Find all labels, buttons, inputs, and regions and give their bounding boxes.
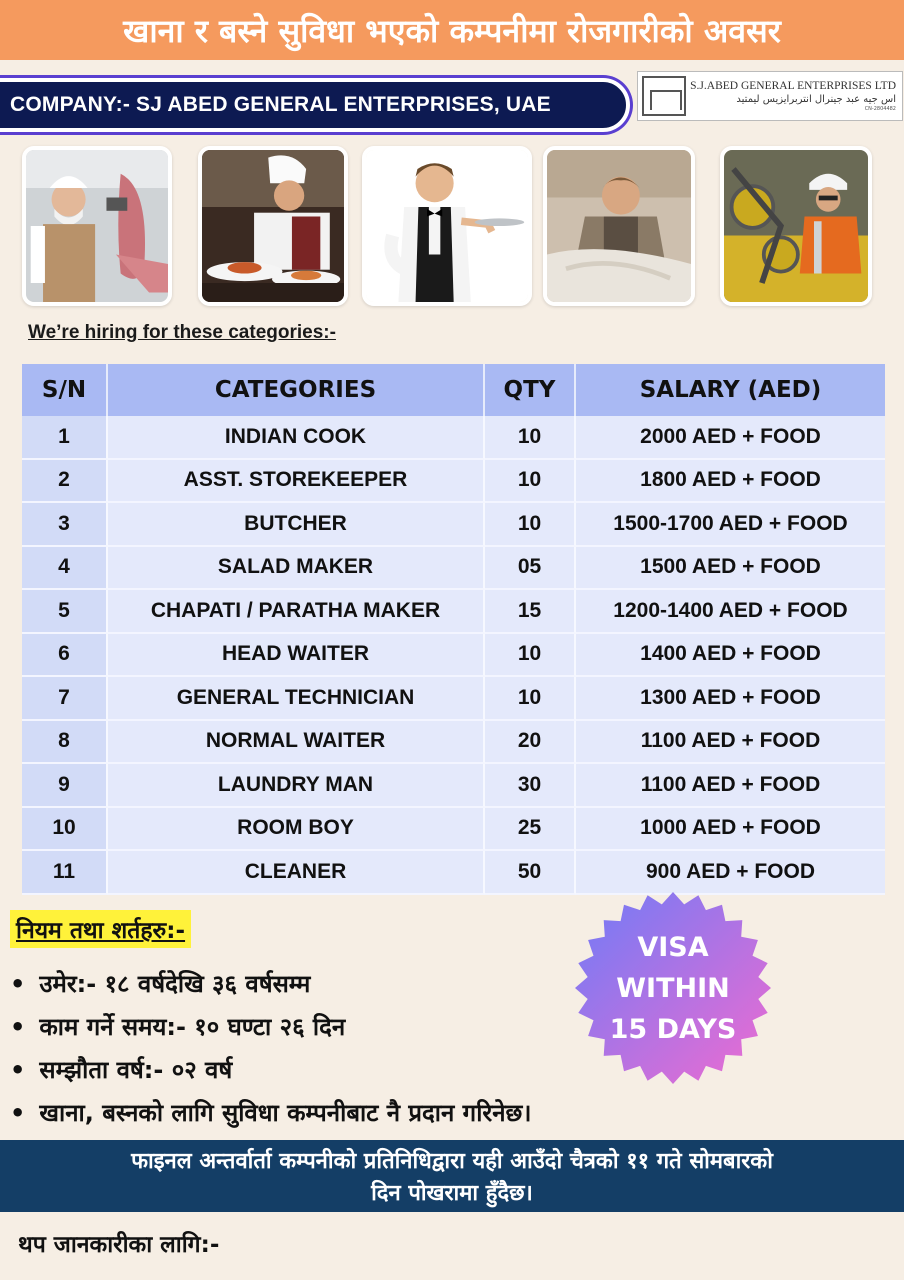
badge-line-2: WITHIN bbox=[616, 972, 730, 1004]
cell-sn: 1 bbox=[22, 416, 108, 460]
photo-technician bbox=[720, 146, 872, 306]
cell-category: CHAPATI / PARATHA MAKER bbox=[108, 590, 485, 634]
cell-qty: 10 bbox=[485, 634, 576, 678]
cell-qty: 50 bbox=[485, 851, 576, 895]
cell-sn: 10 bbox=[22, 808, 108, 852]
cell-salary: 1300 AED + FOOD bbox=[576, 677, 885, 721]
table-row bbox=[22, 764, 885, 808]
table-row bbox=[22, 547, 885, 591]
cell-sn: 4 bbox=[22, 547, 108, 591]
cell-sn: 3 bbox=[22, 503, 108, 547]
visa-badge bbox=[566, 890, 780, 1086]
cell-qty: 25 bbox=[485, 808, 576, 852]
cell-qty: 10 bbox=[485, 677, 576, 721]
cell-sn: 6 bbox=[22, 634, 108, 678]
badge-line-1: VISA bbox=[637, 931, 709, 963]
badge-line-3: 15 DAYS bbox=[609, 1013, 737, 1045]
table-row bbox=[22, 590, 885, 634]
table-row bbox=[22, 808, 885, 852]
table-header-row bbox=[22, 364, 885, 416]
header-salary: SALARY (AED) bbox=[576, 364, 885, 416]
cell-category: NORMAL WAITER bbox=[108, 721, 485, 765]
photo-waiter bbox=[362, 146, 532, 306]
photo-butcher bbox=[22, 146, 172, 306]
cell-qty: 05 bbox=[485, 547, 576, 591]
header-qty: QTY bbox=[485, 364, 576, 416]
notice-line-2: दिन पोखरामा हुँदैछ। bbox=[371, 1181, 533, 1206]
header-banner bbox=[0, 0, 904, 60]
cell-category: INDIAN COOK bbox=[108, 416, 485, 460]
cell-salary: 1200-1400 AED + FOOD bbox=[576, 590, 885, 634]
rules-title: नियम तथा शर्तहरु:- bbox=[10, 910, 191, 948]
more-info-label: थप जानकारीका लागि:- bbox=[18, 1232, 220, 1258]
company-logo bbox=[637, 71, 903, 121]
header-sn: S/N bbox=[22, 364, 108, 416]
cell-category: CLEANER bbox=[108, 851, 485, 895]
table-row bbox=[22, 634, 885, 678]
cell-category: SALAD MAKER bbox=[108, 547, 485, 591]
photo-cleaner bbox=[543, 146, 695, 306]
rule-item: • काम गर्ने समय:- १० घण्टा २६ दिन bbox=[10, 1005, 531, 1048]
cell-qty: 20 bbox=[485, 721, 576, 765]
cell-salary: 1100 AED + FOOD bbox=[576, 721, 885, 765]
jobs-table bbox=[22, 364, 885, 895]
cell-sn: 2 bbox=[22, 460, 108, 504]
company-banner bbox=[0, 78, 630, 132]
header-title: खाना र बस्ने सुविधा भएको कम्पनीमा रोजगारीको अवसर bbox=[123, 11, 781, 50]
cell-qty: 30 bbox=[485, 764, 576, 808]
rules-list bbox=[10, 962, 531, 1134]
building-icon bbox=[642, 76, 686, 116]
header-categories: CATEGORIES bbox=[108, 364, 485, 416]
hiring-heading: We’re hiring for these categories:- bbox=[28, 322, 336, 343]
cell-salary: 1500 AED + FOOD bbox=[576, 547, 885, 591]
cell-salary: 900 AED + FOOD bbox=[576, 851, 885, 895]
cell-category: ROOM BOY bbox=[108, 808, 485, 852]
logo-code: CN-2804482 bbox=[864, 106, 896, 112]
cell-sn: 7 bbox=[22, 677, 108, 721]
cell-salary: 1500-1700 AED + FOOD bbox=[576, 503, 885, 547]
cell-qty: 10 bbox=[485, 460, 576, 504]
table-row bbox=[22, 851, 885, 895]
notice-line-1: फाइनल अन्तर्वार्ता कम्पनीको प्रतिनिधिद्वारा यही आउँदो चैत्रको ११ गते सोमबारको bbox=[131, 1149, 773, 1174]
photo-chef bbox=[198, 146, 348, 306]
company-label: COMPANY:- SJ ABED GENERAL ENTERPRISES, UAE bbox=[10, 93, 551, 116]
cell-salary: 1100 AED + FOOD bbox=[576, 764, 885, 808]
cell-salary: 2000 AED + FOOD bbox=[576, 416, 885, 460]
interview-notice bbox=[0, 1140, 904, 1212]
cell-sn: 8 bbox=[22, 721, 108, 765]
cell-salary: 1800 AED + FOOD bbox=[576, 460, 885, 504]
rule-item: • उमेर:- १८ वर्षदेखि ३६ वर्षसम्म bbox=[10, 962, 531, 1005]
table-row bbox=[22, 460, 885, 504]
cell-salary: 1400 AED + FOOD bbox=[576, 634, 885, 678]
cell-qty: 10 bbox=[485, 503, 576, 547]
cell-qty: 15 bbox=[485, 590, 576, 634]
cell-qty: 10 bbox=[485, 416, 576, 460]
rule-item: • सम्झौता वर्ष:- ०२ वर्ष bbox=[10, 1048, 531, 1091]
cell-category: ASST. STOREKEEPER bbox=[108, 460, 485, 504]
cell-sn: 11 bbox=[22, 851, 108, 895]
cell-category: GENERAL TECHNICIAN bbox=[108, 677, 485, 721]
cell-category: HEAD WAITER bbox=[108, 634, 485, 678]
cell-sn: 5 bbox=[22, 590, 108, 634]
logo-name-ar: اس جيه عبد جينرال انتربرايزيس ليمتيد bbox=[736, 94, 896, 105]
table-row bbox=[22, 721, 885, 765]
table-row bbox=[22, 677, 885, 721]
cell-category: BUTCHER bbox=[108, 503, 485, 547]
logo-name-en: S.J.ABED GENERAL ENTERPRISES LTD bbox=[690, 80, 896, 92]
table-row bbox=[22, 503, 885, 547]
rule-item: • खाना, बस्नको लागि सुविधा कम्पनीबाट नै प्रदान गरिनेछ। bbox=[10, 1091, 531, 1134]
table-row bbox=[22, 416, 885, 460]
cell-sn: 9 bbox=[22, 764, 108, 808]
cell-category: LAUNDRY MAN bbox=[108, 764, 485, 808]
cell-salary: 1000 AED + FOOD bbox=[576, 808, 885, 852]
